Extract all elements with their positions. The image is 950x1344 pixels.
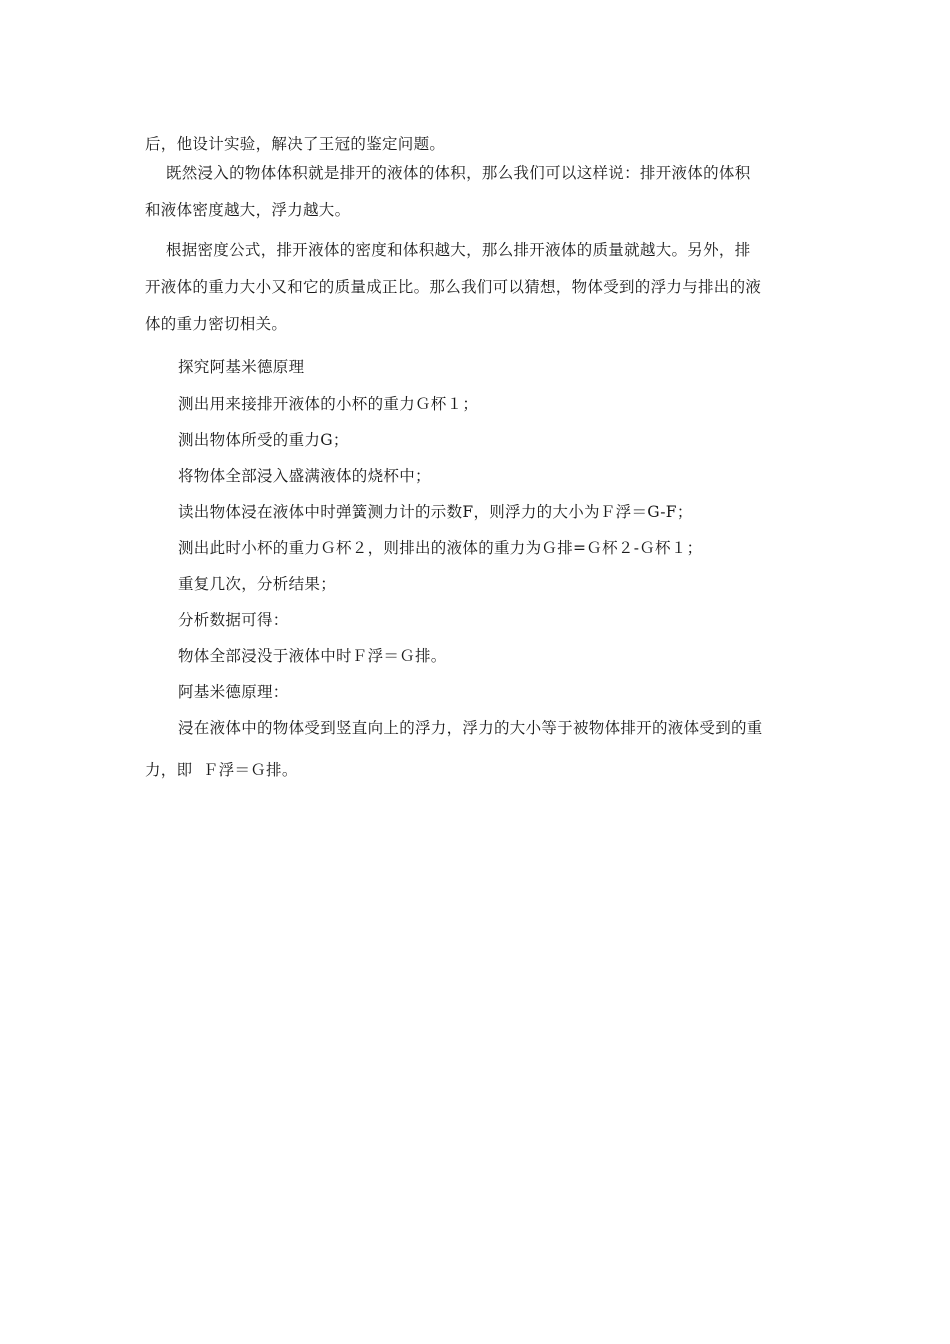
step-item: 分析数据可得： [178,611,289,629]
result-statement: 物体全部浸没于液体中时Ｆ浮＝Ｇ排。 [178,647,447,665]
paragraph-density-formula [145,232,810,343]
text-line: 根据密度公式，排开液体的密度和体积越大，那么排开液体的质量就越大。另外，排 [145,241,751,259]
principle-text-continued [145,752,810,789]
principle-heading: 阿基米德原理： [178,683,289,701]
text-line: 和液体密度越大，浮力越大。 [145,201,351,219]
principle-text-line: 浸在液体中的物体受到竖直向上的浮力，浮力的大小等于被物体排开的液体受到的重 [178,719,763,737]
text-line: 体的重力密切相关。 [145,315,288,333]
text-line: 既然浸入的物体体积就是排开的液体的体积，那么我们可以这样说：排开液体的体积 [145,164,751,182]
step-item: 测出用来接排开液体的小杯的重力Ｇ杯１； [178,395,479,413]
paragraph-volume-density [145,155,810,229]
text-line: 后，他设计实验，解决了王冠的鉴定问题。 [145,135,446,153]
text-line: 力，即 Ｆ浮＝Ｇ排。 [145,761,298,779]
section-heading: 探究阿基米德原理 [178,358,305,376]
step-item: 测出此时小杯的重力Ｇ杯２，则排出的液体的重力为Ｇ排=Ｇ杯２-Ｇ杯１； [178,539,703,557]
text-line: 开液体的重力大小又和它的质量成正比。那么我们可以猜想，物体受到的浮力与排出的液 [145,278,762,296]
step-item: 读出物体浸在液体中时弹簧测力计的示数F，则浮力的大小为Ｆ浮＝G-F； [178,503,693,521]
step-item: 将物体全部浸入盛满液体的烧杯中； [178,467,431,485]
step-item: 测出物体所受的重力G； [178,431,349,449]
step-item: 重复几次，分析结果； [178,575,337,593]
